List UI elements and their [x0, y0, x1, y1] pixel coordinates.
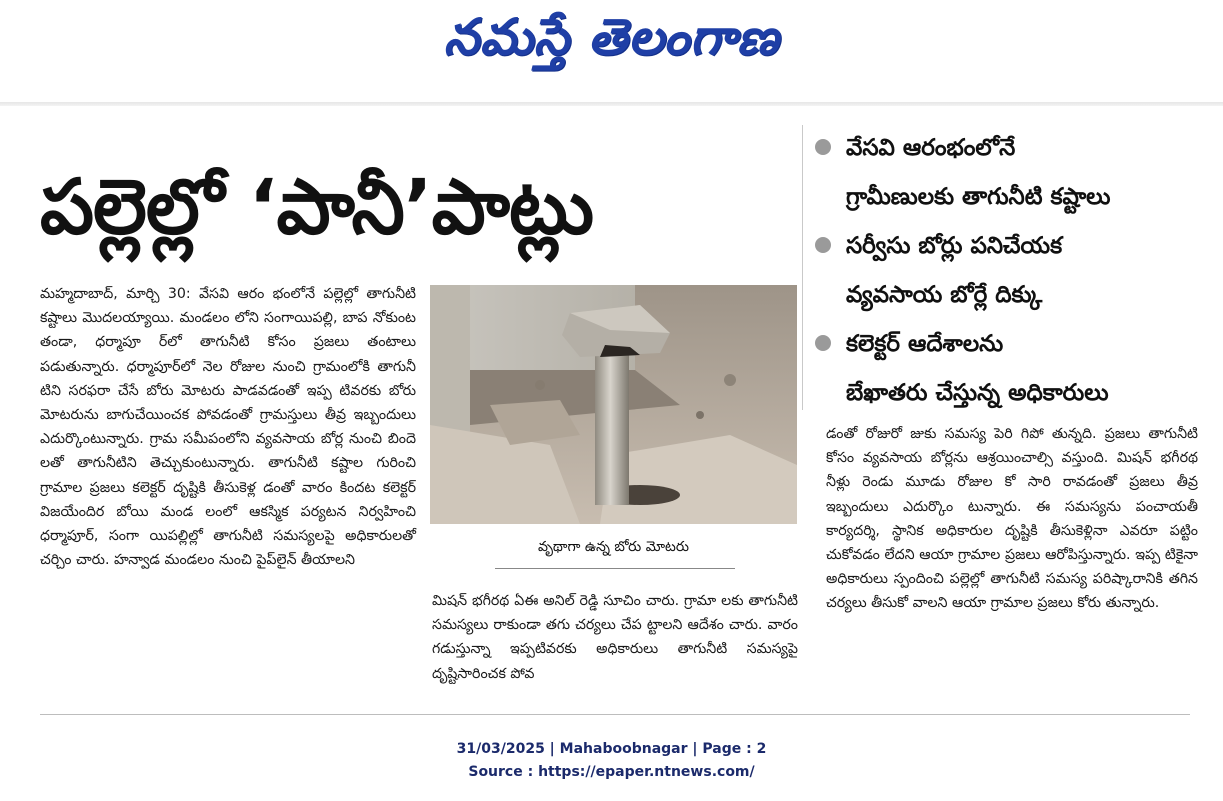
bullet-icon	[815, 335, 831, 351]
masthead	[0, 0, 1223, 104]
borewell-photo	[430, 285, 797, 524]
highlight-line: వేసవి ఆరంభంలోనే	[846, 135, 1016, 161]
highlights-box	[812, 124, 1212, 418]
article-column-right: డంతో రోజురో జుకు సమస్య పెరి గిపో తున్నది. ప్రజలు తాగునీటి కోసం వ్యవసాయ బోర్లను ఆశ్రయించాల్సి వస్తుంది. మిషన్ భగీరథ నీళ్లు రెండు మూడు రోజుల కో సారి రావడంతో ప్రజలు తీవ్ర ఇబ్బందులు ఎదుర్కొం టున్నారు. ఈ సమస్యను పంచాయతీ కార్యదర్శి, స్థానిక అధికారుల దృష్టికి తీసుకెళ్లినా ఎవరూ పట్టిం చుకోవడం లేదని ఆయా గ్రామాల ప్రజలు ఆరోపిస్తున్నారు. ఇప్ప టికైనా అధికారులు స్పందించి పల్లెల్లో తాగునీటి సమస్య పరిష్కారానికి తగిన చర్యలు తీసుకో వాలని ఆయా గ్రామాల ప్రజలు కోరు తున్నారు.	[826, 426, 1198, 612]
photo-caption: వృథాగా ఉన్న బోరు మోటరు	[538, 539, 689, 555]
article-column-middle: మిషన్ భగీరథ ఏఈ అనిల్ రెడ్డి సూచిం చారు. గ్రామా లకు తాగునీటి సమస్యలు రాకుండా తగు చర్యలు చేప ట్టాలని ఆదేశం చారు. వారం గడుస్తున్నా ఇప్పటివరకు అధికారులు తాగునీటి సమస్యపై దృష్టిసారించక పోవ	[432, 593, 798, 682]
bullet-icon	[815, 139, 831, 155]
bullet-icon	[815, 237, 831, 253]
highlight-line: సర్వీసు బోర్లు పనిచేయక	[846, 233, 1063, 259]
highlight-line: కలెక్టర్ ఆదేశాలను	[846, 331, 1004, 357]
article-headline: పల్లెల్లో ‘పానీ’పాట్లు	[40, 162, 594, 251]
article-column-left: మహ్మదాబాద్, మార్చి 30: వేసవి ఆరం భంలోనే పల్లెల్లో తాగునీటి కష్టాలు మొదలయ్యాయి. మండలం లోని సంగాయిపల్లి, బాప నోకుంట తండా, ధర్మాపూ ర్‌లో తాగునీటి కోసం ప్రజలు తంటాలు పడుతున్నారు. ధర్మాపూర్‌లో నెల రోజుల నుంచి గ్రామంలోకి తాగునీ టిని సరఫరా చేసే బోరు మోటరు పాడవడంతో ఇప్ప టివరకు బోరు మోటరును బాగుచేయించక పోవడంతో గ్రామస్తులు తీవ్ర ఇబ్బందులు ఎదుర్కొంటున్నారు. గ్రామ సమీపంలోని వ్యవసాయ బోర్ల నుంచి బిందె లతో తాగునీటిని తెచ్చుకుంటున్నారు. తాగునీటి కష్టాల గురించి గ్రామాల ప్రజలు కలెక్టర్ దృష్టికి తీసుకెళ్ల డంతో వారం కిందట కలెక్టర్ విజయేందిర బోయి మండ లంలో ఆకస్మిక పర్యటన నిర్వహించి ధర్మాపూర్, సంగా యిపల్లిల్లో తాగునీటి సమస్యలపై అధికారులతో చర్చిం చారు. హన్వాడ మండలం నుంచి పైప్‌లైన్ తీయాలని	[40, 286, 416, 569]
highlight-item	[812, 124, 1212, 222]
edition-info: 31/03/2025 | Mahaboobnagar | Page : 2	[456, 741, 767, 757]
highlight-item	[812, 222, 1212, 320]
borewell-image	[430, 285, 797, 524]
highlight-item	[812, 320, 1212, 418]
highlight-line: వ్యవసాయ బోర్లే దిక్కు	[846, 282, 1043, 308]
masthead-divider	[0, 102, 1223, 106]
footer-divider	[40, 714, 1190, 715]
caption-divider	[495, 568, 735, 569]
column-divider	[802, 125, 803, 410]
highlight-line: బేఖాతరు చేస్తున్న అధికారులు	[846, 380, 1109, 406]
source-info: Source : https://epaper.ntnews.com/	[468, 764, 755, 780]
highlight-line: గ్రామీణులకు తాగునీటి కష్టాలు	[846, 184, 1111, 210]
newspaper-logo: నమస్తే తెలంగాణ	[443, 8, 780, 66]
